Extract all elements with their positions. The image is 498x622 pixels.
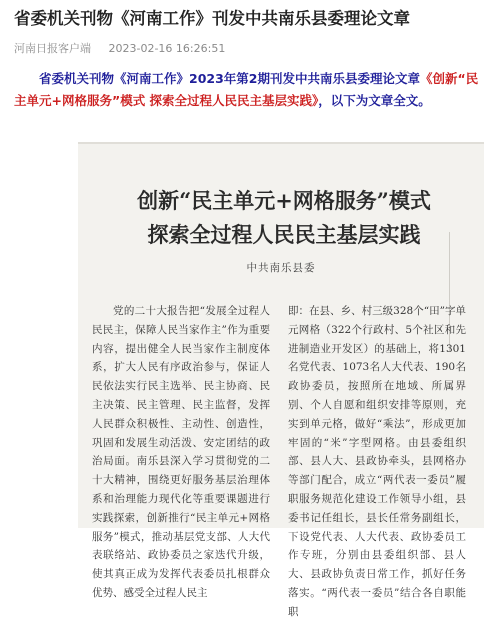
intro-paragraph xyxy=(14,68,484,112)
scan-right-column xyxy=(288,302,466,622)
scan-title-line-2: 探索全过程人民民主基层实践 xyxy=(147,222,421,247)
intro-article-link[interactable]: 《创新“民主单元+网格服务”模式 探索全过程人民民主基层实践》 xyxy=(14,71,479,108)
intro-suffix: ，以下为文章全文。 xyxy=(318,93,431,108)
scan-author: 中共南乐县委 xyxy=(246,262,316,274)
article-meta xyxy=(14,40,225,56)
intro-prefix: 省委机关刊物《河南工作》2023年第2期刊发中共南乐县委理论文章 xyxy=(39,71,420,86)
scan-article-title xyxy=(104,184,464,252)
article-datetime: 2023-02-16 16:26:51 xyxy=(108,42,226,55)
article-intro xyxy=(14,68,484,112)
scan-left-column xyxy=(92,302,270,603)
article-source[interactable]: 河南日报客户端 xyxy=(14,42,91,55)
scanned-article-image xyxy=(78,142,484,618)
scan-left-text: 党的二十大报告把“发展全过程人民民主，保障人民当家作主”作为重要内容，提出健全人民当家作主制度体系，扩大人民有序政治参与，保证人民依法实行民主选举、民主协商、民主决策、民主管理、民主监督，发挥人民群众积极性、主动性、创造性，巩固和发展生动活泼、安定团结的政治局面。南乐县深入学习贯彻党的二十大精神，围绕更好服务基层治理体系和治理能力现代化等重要课题进行实践探索，创新推行“民主单元+网格服务”模式，推动基层党支部、人大代表联络站、政协委员之家迭代升级，使其真正成为发挥代表委员扎根群众优势、感受全过程人民主 xyxy=(92,305,270,599)
scan-right-text: 即：在县、乡、村三级328个“田”字单元网格（322个行政村、5个社区和先进制造业开发区）的基础上，将1301名党代表、1073名人大代表、190名政协委员，按照所在地域、所属界别、个人自愿和组织安排等原则，充实到单元格，做好“乘法”，形成更加牢固的“米”字型网格。由县委组织部、县人大、县政协牵头，县网格办等部门配合，成立“两代表一委员”履职服务规范化建设工作领导小组，县委书记任组长，县长任常务副组长，下设党代表、人大代表、政协委员工作专班，分别由县委组织部、县人大、县政协负责日常工作，抓好任务落实。“两代表一委员”结合各自职能职 xyxy=(288,305,466,618)
scan-top-rule xyxy=(78,142,484,144)
article-title: 省委机关刊物《河南工作》刊发中共南乐县委理论文章 xyxy=(14,9,410,28)
scan-title-line-1: 创新“民主单元+网格服务”模式 xyxy=(137,188,431,213)
